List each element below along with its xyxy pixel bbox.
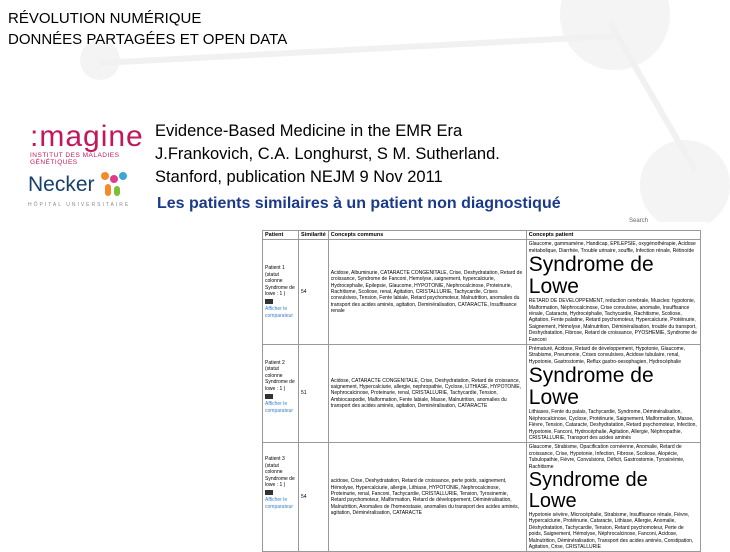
citation-line-2: J.Frankovich, C.A. Longhurst, S M. Sutherland. [155,145,500,163]
common-concepts: Acidose, Albuminurie, CATARACTE CONGENITALE, Crise, Deshydratation, Retard de croissance, Syndrome de Fanconi, Hemolyse, saignement, hypercalciurie, Hydrocephalie, Epilepsie, Glaucome, HYPOTONIE, Nephrocalcinose, Proteinurie, Rachitisme, Scoliose, renal, Agitation, CRISTALLURIE, Tachycardie, Crises convulsives, Tension, Fente labiale, Retard psychomoteur, Malnutrition, anomalies du transport des acides aminés, agitation, Deminéralisation, CATARACTE, Insuffisance renale [328,240,526,345]
table-row [263,345,701,443]
patient-name: Patient 3 [265,456,285,463]
concepts-text: Glaucome, gammaméne, Handicap, EPILEPSIE, oxygénothérapie, Acidose métabolique, Diarrhée, Trouble urinaire, souffle, Infection rénale, Rétinoïde [528,241,696,254]
patient-concepts [526,443,700,552]
necker-wordmark: Necker [28,173,95,196]
folder-icon[interactable] [265,299,273,304]
imagine-wordmark: :magine [30,120,144,153]
compare-link[interactable]: Afficher le comparateur [265,401,294,414]
similarity-score: 54 [299,443,329,552]
title-line-2: DONNÉES PARTAGÉES ET OPEN DATA [8,31,288,48]
imagine-logo [30,120,144,166]
table-row [263,443,701,552]
column-header[interactable]: Patient [263,231,299,240]
similarity-score: 51 [299,345,329,443]
title-line-1: RÉVOLUTION NUMÉRIQUE [8,10,202,27]
column-header[interactable]: Similarité [299,231,329,240]
necker-logo [28,172,140,208]
similar-patients-screenshot [262,218,708,550]
patient-cell [263,240,299,345]
folder-icon[interactable] [265,490,273,495]
diagnosis-highlight: Syndrome de Lowe [528,253,654,299]
table-row [263,240,701,345]
patient-status: (statut colonne Syndrome de lowe : 1 ) [265,271,295,298]
concepts-text: RETARD DE DEVELOPPEMENT, reduction cerebrale, Muscles: hypotonie, Malformation, Néphrocalcinose, Crise convulsive, anomalie, Insuffisance rénale, Cataracte, Hydrocéphalie, Tachycardie, Rachitisme, Scoliose, Agitation, Fente palatine, Retard psychomoteur, Hypercalciurie, Protéinurie, Saignement, Hémolyse, Malnutrition, Déminéralisation, trouble du transport, Deshydratation, Fibrose, Retard de croissance, PYOSHEMIE, Syndrome de Fanconi [528,298,697,343]
patient-status: (statut colonne Syndrome de lowe : 1 ) [265,366,295,392]
slide-subtitle: Les patients similaires à un patient non diagnostiqué [157,195,561,212]
similarity-score: 54 [299,240,329,345]
compare-link[interactable]: Afficher le comparateur [265,497,294,510]
common-concepts: acidose, Crise, Deshydratation, Retard de croissance, perte poids, saignement, Hémolyse, Hypercalciurie, allergie, Lithiase, HYPOTONIE, Nephrocalcinose, Proteinurie, renal, Fanconi, Tachycardie, CRISTALLURIE, Tension, Tyrosinemie, Retard psychomoteur, Malformation, Retard de développement, Déminéralisation, Malnutrition, Anomalies de l'homeostasie, anomalies du transport des acides aminés, agitation, Déminéralisation, CATARACTE [328,443,526,552]
imagine-tagline: INSTITUT DES MALADIES GÉNÉTIQUES [30,152,120,166]
table-header-row [263,231,701,240]
similar-patients-table [262,230,701,552]
necker-tagline: HÔPITAL UNIVERSITAIRE [28,202,131,208]
patient-cell [263,443,299,552]
column-header[interactable]: Concepts communs [328,231,526,240]
diagnosis-highlight: Syndrome de Lowe [528,364,654,410]
diagnosis-highlight: Syndrome de Lowe [528,468,648,512]
patient-concepts [526,240,700,345]
compare-link[interactable]: Afficher le comparateur [265,306,294,319]
concepts-text: Prématuré, Acidose, Retard de développement, Hypotonie, Glaucome, Strabisme, Pneumonie, Crises convulsives, Acidose tubulaire, renal, Hypotonie, Gastrostomie, Reflux gastro-oesophagien, Hydrocéphalie [528,346,685,365]
patient-cell [263,345,299,443]
patient-name: Patient 2 [265,360,285,367]
common-concepts: Acidose, CATARACTE CONGENITALE, Crise, Deshydratation, Retard de croissance, saignement, Hypercalciurie, allergie, nephropathie, Cyclose, LITHIASE, HYPOTONIE, Nephrocalcinose, Proteinurie, renal, CRISTALLURIE, Tachycardie, Tension, Ambiocaspodie, Malformation, Fente labiale, Masse, Malnutrition, anomalies du transport des acides aminés, agitation, Deminéralisation, CATARACTE [328,345,526,443]
concepts-text: Lithiases, Fente du palais, Tachycardie, Syndrome, Déminéralisation, Néphrocalcinose, Cyclose, Protéinurie, Saignement, Malformation, Masse, Fièvre, Tension, Cataracte, Deshydratation, Retard psychomoteur, Infection, Hypotonie, Fanconi, Hydrocéphalie, Agitation, Allergie, Néphropathie, CRISTALLURIE, Transport des acides aminés [528,409,697,441]
citation [155,120,500,189]
citation-line-3: Stanford, publication NEJM 9 Nov 2011 [155,168,443,186]
slide-title [8,8,287,50]
column-header[interactable]: Concepts patient [526,231,700,240]
folder-icon[interactable] [265,394,273,399]
patient-concepts [526,345,700,443]
patient-name: Patient 1 [265,265,285,272]
concepts-text: Hypotonie sévère, Microcéphalie, Strabisme, Insuffisance rénale, Fièvre, Hypercalciurie, Protéinurie, Cataracte, Lithiase, Allergie, Anomalie, Déshydratation, Tachycardie, Tension, Retard psychomoteur, Perte de poids, Saignement, Hémolyse, Néphrocalcinose, Fanconi, Acidose, Malnutrition, Déminéralisation, Transport des acides aminés, Constipation, Agitation, Crise, CRISTALLURIE [528,511,694,550]
patient-status: (statut colonne Syndrome de lowe : 1 ) [265,462,295,488]
children-figures-icon [99,172,129,198]
search-label[interactable]: Search [628,218,648,224]
citation-line-1: Evidence-Based Medicine in the EMR Era [155,122,463,140]
concepts-text: Glaucome, Strabisme, Opacification cornéenne, Anomalie, Retard de croissance, Crise, Hypotonie, Infection, Fibrose, Scoliose, Alopécie, Tubulopathie, Fièvre, Convulsions, Déficit, Gastrostomie, Tyrosinémie, Rachitisme [528,444,685,470]
